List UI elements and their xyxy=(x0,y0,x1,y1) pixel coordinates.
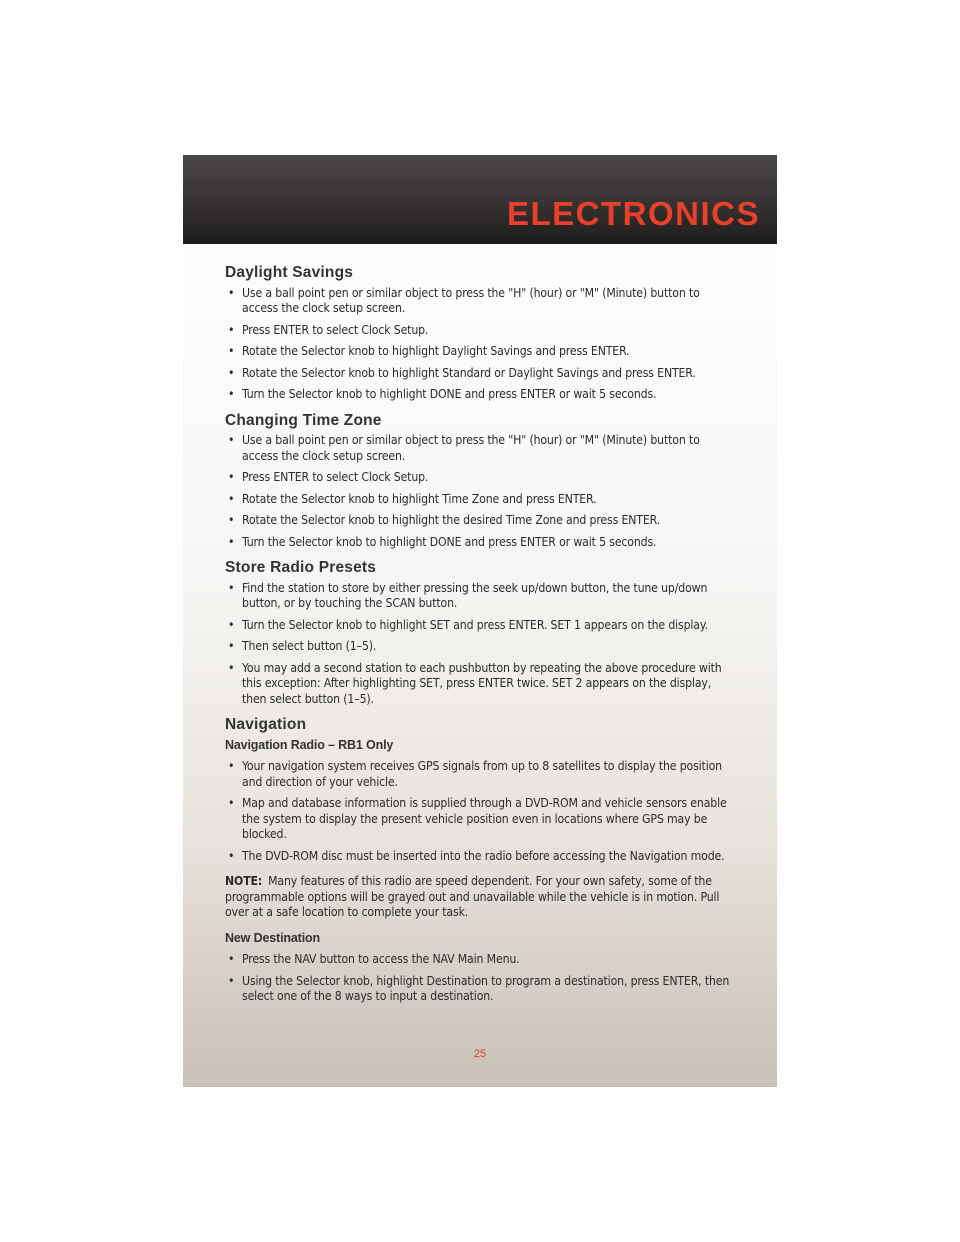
bullet-list xyxy=(225,759,735,864)
bullet-list xyxy=(225,581,735,708)
list-item: • Turn the Selector knob to highlight SET and press ENTER. SET 1 appears on the display. xyxy=(225,618,735,634)
subheading-navigation-radio: Navigation Radio – RB1 Only xyxy=(225,737,394,752)
bullet-list xyxy=(225,952,735,1005)
list-item: • Press ENTER to select Clock Setup. xyxy=(225,470,735,486)
list-item: • Turn the Selector knob to highlight DONE and press ENTER or wait 5 seconds. xyxy=(225,535,735,551)
subheading-new-destination: New Destination xyxy=(225,930,320,945)
heading-daylight-savings: Daylight Savings xyxy=(225,264,354,281)
note-label: NOTE: xyxy=(225,874,263,888)
page-content xyxy=(225,265,735,1015)
list-item: • Rotate the Selector knob to highlight Standard or Daylight Savings and press ENTER. xyxy=(225,366,735,382)
list-item: • Turn the Selector knob to highlight DONE and press ENTER or wait 5 seconds. xyxy=(225,387,735,403)
list-item: • Your navigation system receives GPS signals from up to 8 satellites to display the position and direction of your vehicle. xyxy=(225,759,735,790)
list-item: • Press ENTER to select Clock Setup. xyxy=(225,323,735,339)
list-item: • Using the Selector knob, highlight Destination to program a destination, press ENTER, then select one of the 8 ways to input a destination. xyxy=(225,974,735,1005)
section-daylight-savings xyxy=(225,265,735,403)
list-item: • Rotate the Selector knob to highlight Daylight Savings and press ENTER. xyxy=(225,344,735,360)
list-item: • You may add a second station to each pushbutton by repeating the above procedure with this exception: After highlighting SET, press ENTER twice. SET 2 appears on the display, then select button (1–5). xyxy=(225,661,735,708)
list-item: • Rotate the Selector knob to highlight Time Zone and press ENTER. xyxy=(225,492,735,508)
note-text: Many features of this radio are speed dependent. For your own safety, some of the programmable options will be grayed out and unavailable while the vehicle is in motion. Pull over at a safe location to complete your task. xyxy=(225,874,720,919)
list-item: • Press the NAV button to access the NAV Main Menu. xyxy=(225,952,735,968)
section-title: ELECTRONICS xyxy=(506,195,760,232)
page-number: 25 xyxy=(473,1048,487,1060)
heading-store-radio-presets: Store Radio Presets xyxy=(225,559,377,576)
list-item: • Use a ball point pen or similar object to press the "H" (hour) or "M" (Minute) button to access the clock setup screen. xyxy=(225,286,735,317)
section-changing-time-zone xyxy=(225,413,735,551)
section-navigation xyxy=(225,717,735,1005)
list-item: • Then select button (1–5). xyxy=(225,639,735,655)
list-item: • Rotate the Selector knob to highlight the desired Time Zone and press ENTER. xyxy=(225,513,735,529)
heading-navigation: Navigation xyxy=(225,716,307,733)
list-item: • The DVD-ROM disc must be inserted into the radio before accessing the Navigation mode. xyxy=(225,849,735,865)
manual-page xyxy=(183,155,777,1087)
section-store-radio-presets xyxy=(225,560,735,707)
note xyxy=(225,874,735,921)
list-item: • Find the station to store by either pressing the seek up/down button, the tune up/down button, or by touching the SCAN button. xyxy=(225,581,735,612)
section-header-bar xyxy=(183,155,777,244)
bullet-list xyxy=(225,433,735,550)
heading-changing-time-zone: Changing Time Zone xyxy=(225,411,382,429)
list-item: • Map and database information is supplied through a DVD-ROM and vehicle sensors enable the system to display the present vehicle position even in locations where GPS may be blocked. xyxy=(225,796,735,843)
list-item: • Use a ball point pen or similar object to press the "H" (hour) or "M" (Minute) button to access the clock setup screen. xyxy=(225,433,735,464)
bullet-list xyxy=(225,286,735,403)
